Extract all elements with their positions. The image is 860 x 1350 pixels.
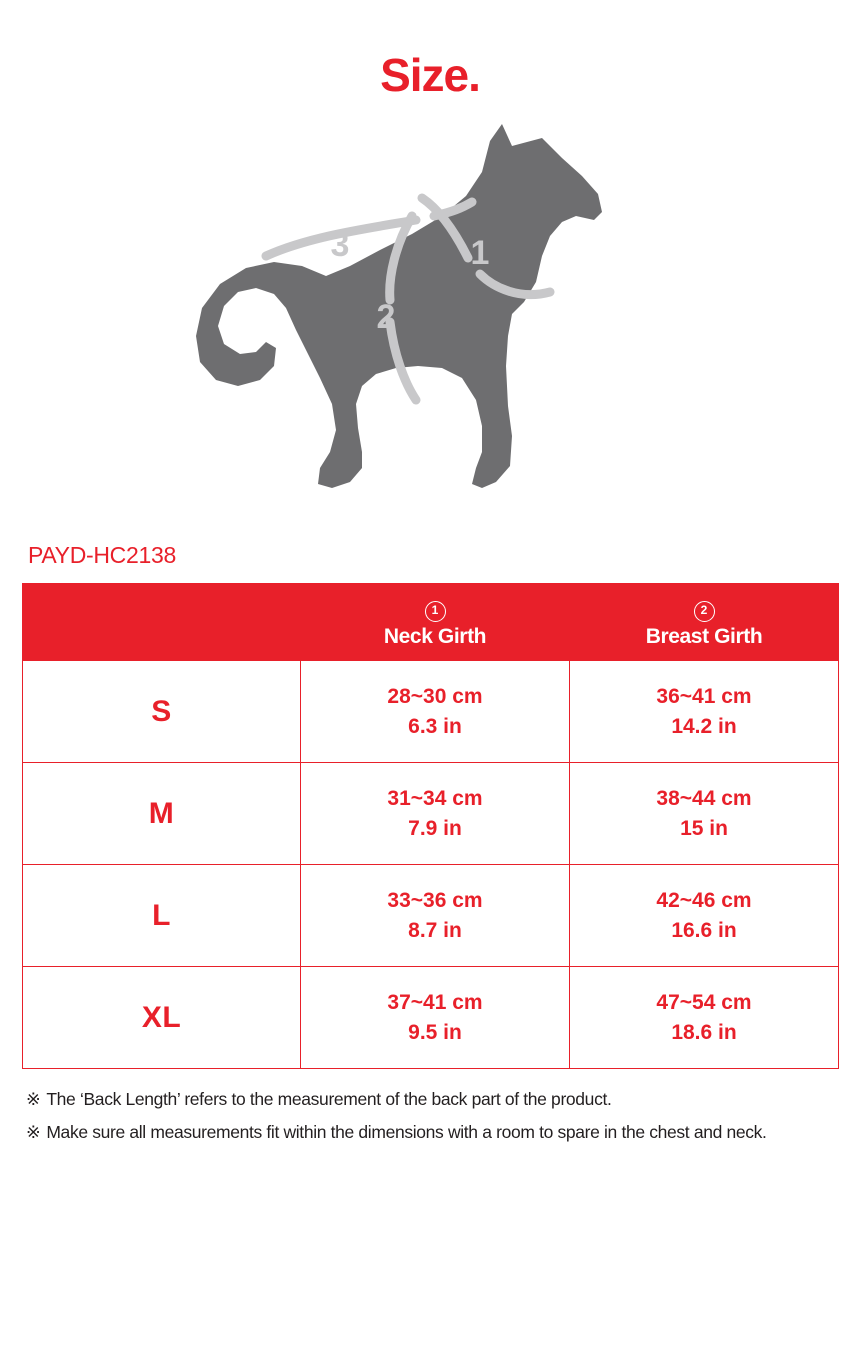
table-row: [23, 865, 839, 967]
table-row: [23, 661, 839, 763]
dog-measurement-diagram: [0, 116, 860, 536]
cell-neck: [301, 763, 570, 865]
cell-breast-in: 16.6 in: [671, 918, 737, 942]
cell-breast-cm: 47~54 cm: [656, 990, 752, 1014]
cell-size: XL: [23, 967, 301, 1069]
dog-silhouette: [196, 124, 602, 488]
table-row: [23, 967, 839, 1069]
note-item: [26, 1120, 836, 1145]
cell-neck: [301, 661, 570, 763]
header-neck-label: Neck Girth: [383, 624, 487, 648]
cell-neck: [301, 967, 570, 1069]
cell-breast: [570, 967, 839, 1069]
page-title: Size.: [380, 49, 480, 101]
cell-neck-cm: 33~36 cm: [387, 888, 483, 912]
cell-neck-in: 7.9 in: [408, 816, 462, 840]
cell-neck-in: 8.7 in: [408, 918, 462, 942]
cell-size: L: [23, 865, 301, 967]
note-mark-icon: ※: [26, 1122, 41, 1143]
note-item: [26, 1087, 836, 1112]
cell-breast-cm: 36~41 cm: [656, 684, 752, 708]
note-text: The ‘Back Length’ refers to the measurement of the back part of the product.: [46, 1089, 612, 1109]
marker-3-label: 3: [330, 226, 350, 264]
header-neck-girth: [301, 584, 570, 661]
note-text: Make sure all measurements fit within the dimensions with a room to spare in the chest and neck.: [46, 1122, 767, 1143]
header-breast-number: 2: [694, 601, 715, 622]
cell-breast-in: 14.2 in: [671, 714, 737, 738]
cell-size: S: [23, 661, 301, 763]
cell-breast-in: 15 in: [680, 816, 728, 840]
cell-size: M: [23, 763, 301, 865]
cell-neck-in: 6.3 in: [408, 714, 462, 738]
table-row: [23, 763, 839, 865]
header-breast-girth: [570, 584, 839, 661]
size-table: [22, 583, 839, 1069]
cell-breast-in: 18.6 in: [671, 1020, 737, 1044]
cell-neck-cm: 28~30 cm: [387, 684, 483, 708]
marker-1-label: 1: [470, 234, 490, 272]
size-table-wrapper: [0, 569, 860, 1069]
cell-breast: [570, 865, 839, 967]
cell-breast: [570, 763, 839, 865]
header-breast-label: Breast Girth: [645, 624, 763, 648]
cell-breast-cm: 38~44 cm: [656, 786, 752, 810]
header-neck-number: 1: [425, 601, 446, 622]
model-code: PAYD-HC2138: [28, 542, 176, 568]
cell-breast-cm: 42~46 cm: [656, 888, 752, 912]
note-mark-icon: ※: [26, 1089, 41, 1109]
header-size: [23, 584, 301, 661]
cell-neck: [301, 865, 570, 967]
cell-neck-cm: 37~41 cm: [387, 990, 483, 1014]
table-header-row: [23, 584, 839, 661]
cell-neck-in: 9.5 in: [408, 1020, 462, 1044]
cell-breast: [570, 661, 839, 763]
cell-neck-cm: 31~34 cm: [387, 786, 483, 810]
marker-2-label: 2: [376, 298, 396, 336]
notes-section: [0, 1069, 860, 1146]
